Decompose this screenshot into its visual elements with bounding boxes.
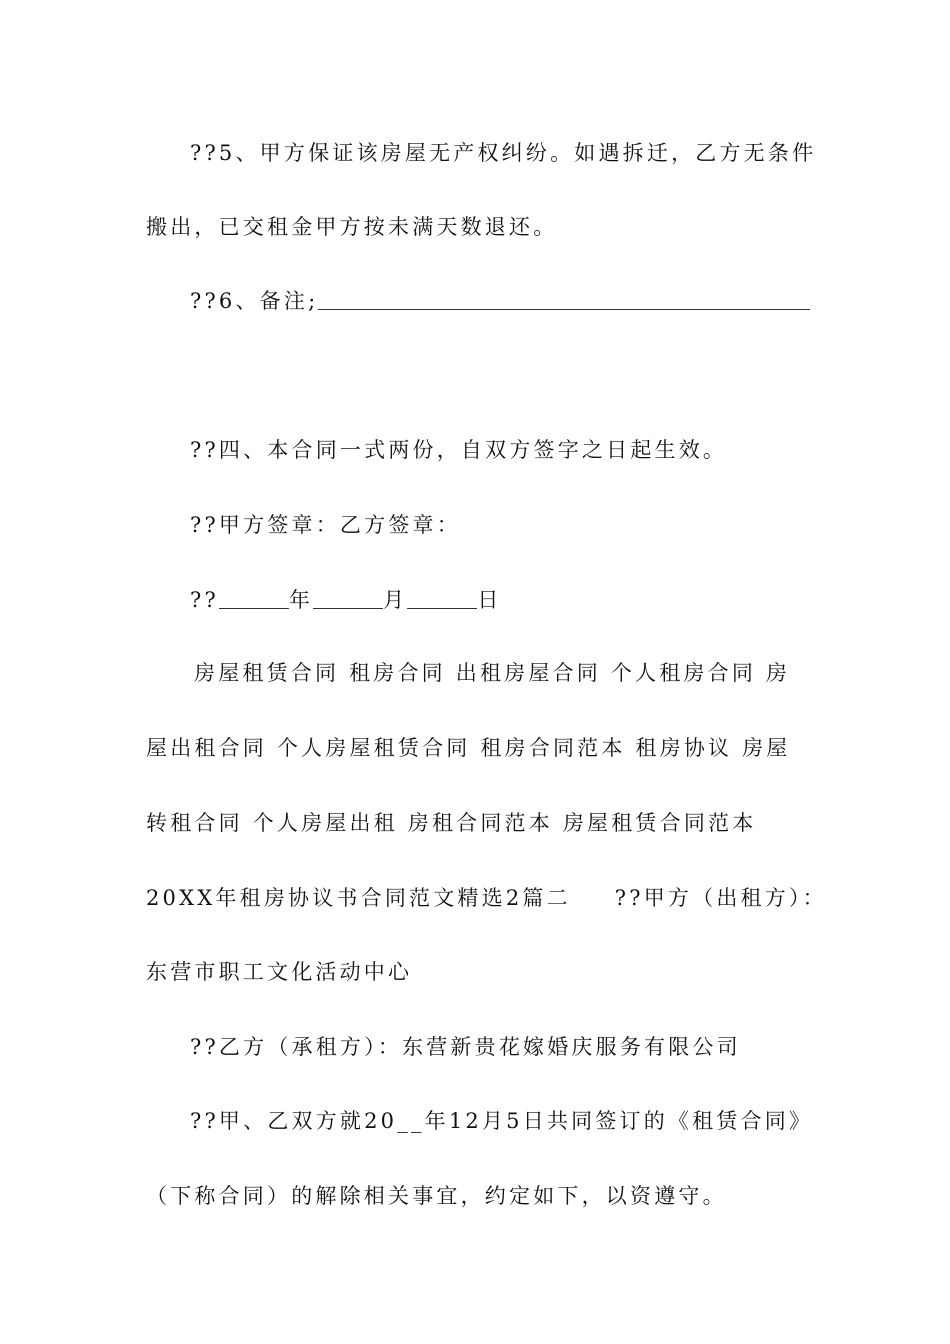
date-line (190, 585, 870, 615)
keywords-line-3: 转租合同 个人房屋出租 房租合同范本 房屋租赁合同范本 (146, 811, 757, 835)
clause-6-remarks (190, 286, 870, 316)
intro-line-2: （下称合同）的解除相关事宜，约定如下，以资遵守。 (146, 1184, 727, 1208)
month-blank (313, 588, 383, 609)
date-prefix: ?? (190, 588, 219, 612)
party-a-label: ??甲方（出租方）： (614, 886, 827, 910)
title-party-a-line (146, 883, 826, 913)
section-4: ??四、本合同一式两份，自双方签字之日起生效。 (190, 438, 728, 462)
clause-5-line-2: 搬出，已交租金甲方按未满天数退还。 (146, 215, 558, 239)
intro-line-1: ??甲、乙双方就20__年12月5日共同签订的《租赁合同》 (190, 1109, 814, 1133)
party-a-name: 东营市职工文化活动中心 (146, 960, 413, 984)
keywords-line-1: 房屋租赁合同 租房合同 出租房屋合同 个人租房合同 房 (194, 661, 791, 685)
year-blank (219, 588, 289, 609)
article-title: 20XX年租房协议书合同范文精选2篇二 (146, 886, 571, 910)
signature-line: ??甲方签章：乙方签章： (190, 513, 461, 537)
day-label: 日 (477, 588, 502, 612)
remarks-blank (318, 289, 810, 310)
year-label: 年 (288, 588, 314, 612)
party-b: ??乙方（承租方）：东营新贵花嫁婚庆服务有限公司 (190, 1035, 741, 1059)
clause-6-label: ??6、备注; (190, 289, 319, 313)
month-label: 月 (383, 588, 408, 612)
clause-5-line-1: ??5、甲方保证该房屋无产权纠纷。如遇拆迁，乙方无条件 (190, 141, 817, 165)
day-blank (407, 588, 477, 609)
keywords-line-2: 屋出租合同 个人房屋租赁合同 租房合同范本 租房协议 房屋 (146, 736, 791, 760)
